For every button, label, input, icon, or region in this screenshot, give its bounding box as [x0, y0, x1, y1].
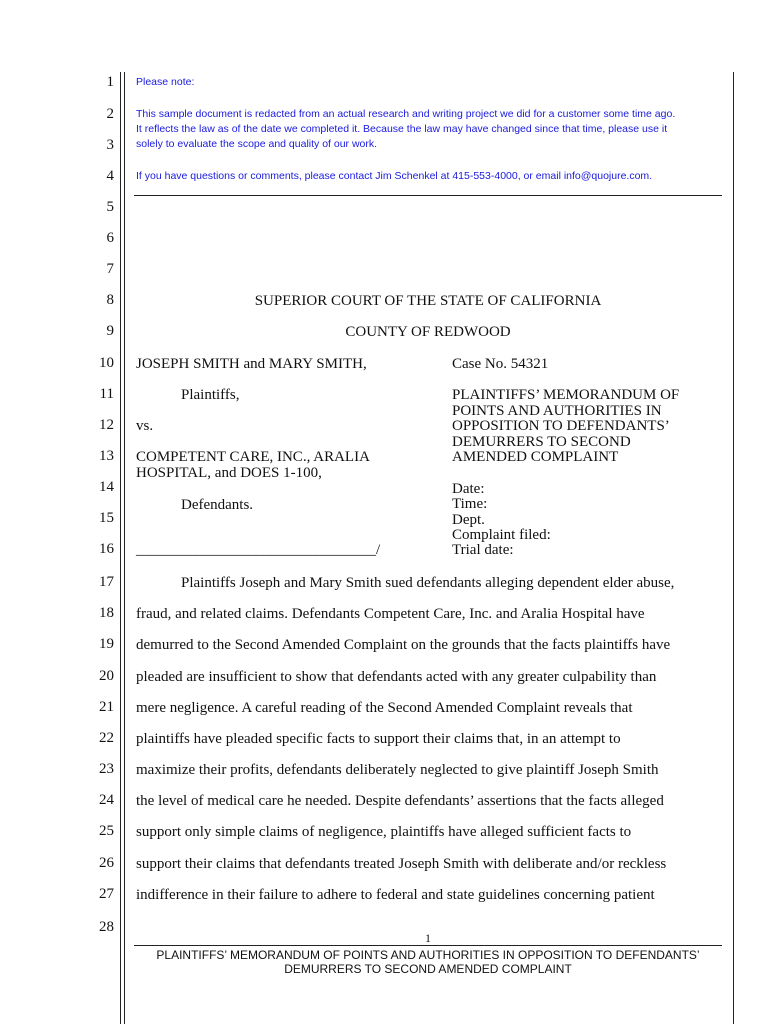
plaintiffs-names: JOSEPH SMITH and MARY SMITH, — [136, 356, 367, 372]
plaintiffs-label: Plaintiffs, — [181, 387, 240, 403]
document-title: POINTS AND AUTHORITIES IN — [452, 403, 662, 419]
body-line: maximize their profits, defendants deliberately neglected to give plaintiff Joseph Smith — [136, 762, 659, 778]
body-line: support only simple claims of negligence, plaintiffs have alleged sufficient facts to — [136, 824, 632, 840]
line-number: 11 — [99, 386, 114, 402]
line-number: 9 — [106, 323, 114, 339]
body-line: the level of medical care he needed. Despite defendants’ assertions that the facts alleged — [136, 793, 664, 809]
line-number: 18 — [99, 605, 114, 621]
page-number: 1 — [425, 931, 431, 945]
document-title: AMENDED COMPLAINT — [452, 449, 619, 465]
footer-title: PLAINTIFFS’ MEMORANDUM OF POINTS AND AUTHORITIES IN OPPOSITION TO DEFENDANTS’ — [156, 948, 700, 962]
hearing-time-label: Time: — [452, 496, 488, 512]
line-number: 1 — [106, 74, 114, 90]
left-margin-rule-outer — [120, 72, 121, 1024]
court-county: COUNTY OF REDWOOD — [345, 324, 511, 340]
line-number: 4 — [106, 168, 114, 184]
body-line: indifference in their failure to adhere to federal and state guidelines concerning patient — [136, 887, 655, 903]
left-margin-rule-inner — [124, 72, 125, 1024]
notice-contact: If you have questions or comments, please contact Jim Schenkel at 415-553-4000, or email info@quojure.com. — [136, 170, 653, 182]
line-number: 28 — [99, 919, 114, 935]
line-number: 2 — [106, 106, 114, 122]
body-line: mere negligence. A careful reading of the Second Amended Complaint reveals that — [136, 700, 633, 716]
notice-text: It reflects the law as of the date we completed it. Because the law may have changed since that time, please use it — [136, 123, 668, 135]
line-number: 16 — [99, 541, 114, 557]
footer-divider — [134, 945, 722, 946]
line-number: 6 — [106, 230, 114, 246]
court-name: SUPERIOR COURT OF THE STATE OF CALIFORNIA — [254, 293, 602, 309]
versus-label: vs. — [136, 418, 154, 434]
line-number: 20 — [99, 668, 114, 684]
line-number: 8 — [106, 292, 114, 308]
line-number: 14 — [99, 479, 114, 495]
caption-signature-line: ________________________________/ — [136, 542, 381, 558]
line-number: 7 — [106, 261, 114, 277]
line-number: 24 — [99, 792, 114, 808]
defendants-label: Defendants. — [181, 497, 254, 513]
line-number: 12 — [99, 417, 114, 433]
body-line: pleaded are insufficient to show that defendants acted with any greater culpability than — [136, 669, 657, 685]
line-number: 3 — [106, 137, 114, 153]
body-line: plaintiffs have pleaded specific facts to support their claims that, in an attempt to — [136, 731, 621, 747]
document-title: PLAINTIFFS’ MEMORANDUM OF — [452, 387, 680, 403]
trial-date-label: Trial date: — [452, 542, 514, 558]
defendants-names: HOSPITAL, and DOES 1-100, — [136, 465, 322, 481]
notice-text: solely to evaluate the scope and quality of our work. — [136, 138, 378, 150]
line-number: 22 — [99, 730, 114, 746]
notice-heading: Please note: — [136, 76, 195, 88]
line-number: 27 — [99, 886, 114, 902]
line-number: 23 — [99, 761, 114, 777]
notice-divider — [134, 195, 722, 196]
hearing-date-label: Date: — [452, 481, 485, 497]
body-line: support their claims that defendants treated Joseph Smith with deliberate and/or reckless — [136, 856, 667, 872]
body-line: demurred to the Second Amended Complaint on the grounds that the facts plaintiffs have — [136, 637, 671, 653]
department-label: Dept. — [452, 512, 485, 528]
line-number: 26 — [99, 855, 114, 871]
line-number: 13 — [99, 448, 114, 464]
line-number: 21 — [99, 699, 114, 715]
line-number: 19 — [99, 636, 114, 652]
line-number: 15 — [99, 510, 114, 526]
line-number: 10 — [99, 355, 114, 371]
defendants-names: COMPETENT CARE, INC., ARALIA — [136, 449, 370, 465]
document-title: DEMURRERS TO SECOND — [452, 434, 631, 450]
document-title: OPPOSITION TO DEFENDANTS’ — [452, 418, 670, 434]
line-number: 17 — [99, 574, 114, 590]
footer-title: DEMURRERS TO SECOND AMENDED COMPLAINT — [284, 962, 572, 976]
right-margin-rule — [733, 72, 734, 1024]
complaint-filed-label: Complaint filed: — [452, 527, 551, 543]
line-number: 25 — [99, 823, 114, 839]
line-number: 5 — [106, 199, 114, 215]
body-line: fraud, and related claims. Defendants Competent Care, Inc. and Aralia Hospital have — [136, 606, 645, 622]
notice-text: This sample document is redacted from an actual research and writing project we did for a customer some time ago. — [136, 108, 676, 120]
body-line: Plaintiffs Joseph and Mary Smith sued defendants alleging dependent elder abuse, — [181, 575, 675, 591]
case-number: Case No. 54321 — [452, 356, 549, 372]
